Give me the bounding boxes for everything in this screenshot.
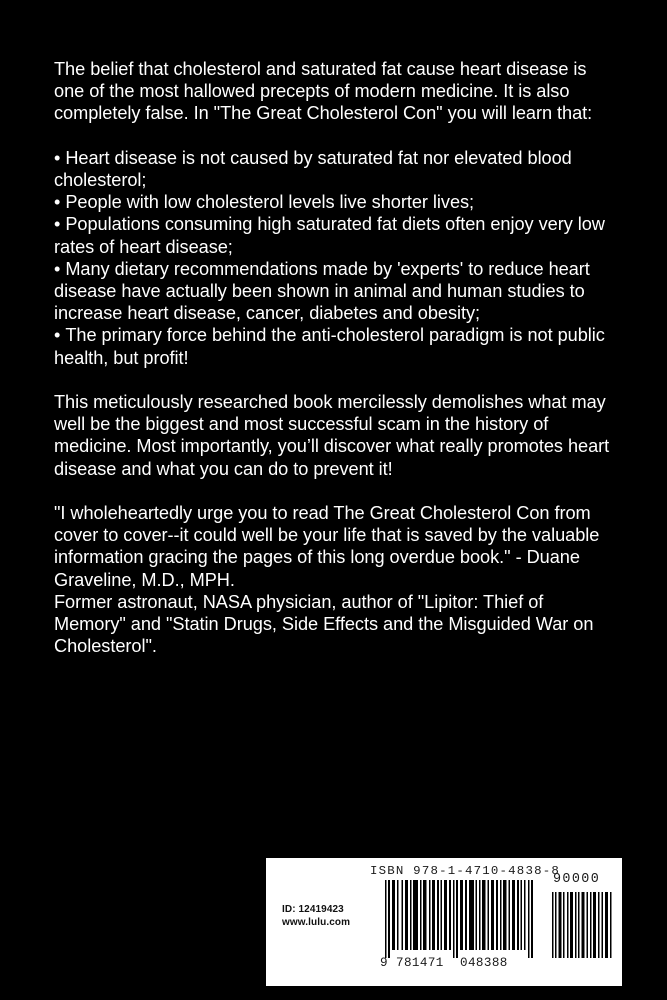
blurb-bullet-item: • Many dietary recommendations made by 'experts' to reduce heart disease have actually been shown in animal and human studies to increase heart disease, cancer, diabetes and obesity; bbox=[54, 258, 616, 325]
publisher-id-block bbox=[282, 904, 350, 929]
blurb-summary-paragraph: This meticulously researched book mercilessly demolishes what may well be the biggest and most successful scam in the history of medicine. Most importantly, you’ll discover what really promotes heart disease and what you can do to prevent it! bbox=[54, 392, 610, 479]
blurb-bullet-list bbox=[54, 147, 616, 369]
ean13-barcode-image bbox=[384, 880, 536, 958]
ean13-right-group: 048388 bbox=[460, 956, 508, 970]
publisher-website-text: www.lulu.com bbox=[282, 916, 351, 928]
blurb-bullet-item: • The primary force behind the anti-cholesterol paradigm is not public health, but profit! bbox=[54, 324, 616, 368]
blurb-endorser-credentials: Former astronaut, NASA physician, author of "Lipitor: Thief of Memory" and "Statin Drugs, Side Effects and the Misguided War on Cholesterol". bbox=[54, 591, 594, 657]
ean13-human-readable-digits bbox=[378, 956, 544, 972]
publisher-id-text: ID: 12419423 bbox=[282, 904, 344, 915]
blurb-intro-paragraph: The belief that cholesterol and saturated fat cause heart disease is one of the most hallowed precepts of modern medicine. It is also completely false. In "The Great Cholesterol Con" you will learn that: bbox=[54, 59, 593, 124]
blurb-bullet-item: • Heart disease is not caused by saturated fat nor elevated blood cholesterol; bbox=[54, 147, 616, 191]
barcode-addon-digits: 90000 bbox=[553, 872, 601, 887]
isbn-number-label: ISBN 978-1-4710-4838-8 bbox=[370, 864, 560, 878]
blurb-bullet-item: • Populations consuming high saturated fat diets often enjoy very low rates of heart disease; bbox=[54, 213, 616, 257]
blurb-endorsement-quote: "I wholeheartedly urge you to read The Great Cholesterol Con from cover to cover--it could well be your life that is saved by the valuable information gracing the pages of this long overdue book." - Duane Graveline, M.D., MPH. bbox=[54, 503, 600, 590]
blurb-bullet-item: • People with low cholesterol levels live shorter lives; bbox=[54, 191, 616, 213]
back-cover-blurb bbox=[54, 58, 616, 657]
isbn-barcode-panel bbox=[266, 858, 622, 986]
ean5-addon-barcode-image bbox=[551, 892, 613, 958]
ean13-lead-digit: 9 bbox=[380, 956, 388, 970]
ean13-left-group: 781471 bbox=[396, 956, 444, 970]
